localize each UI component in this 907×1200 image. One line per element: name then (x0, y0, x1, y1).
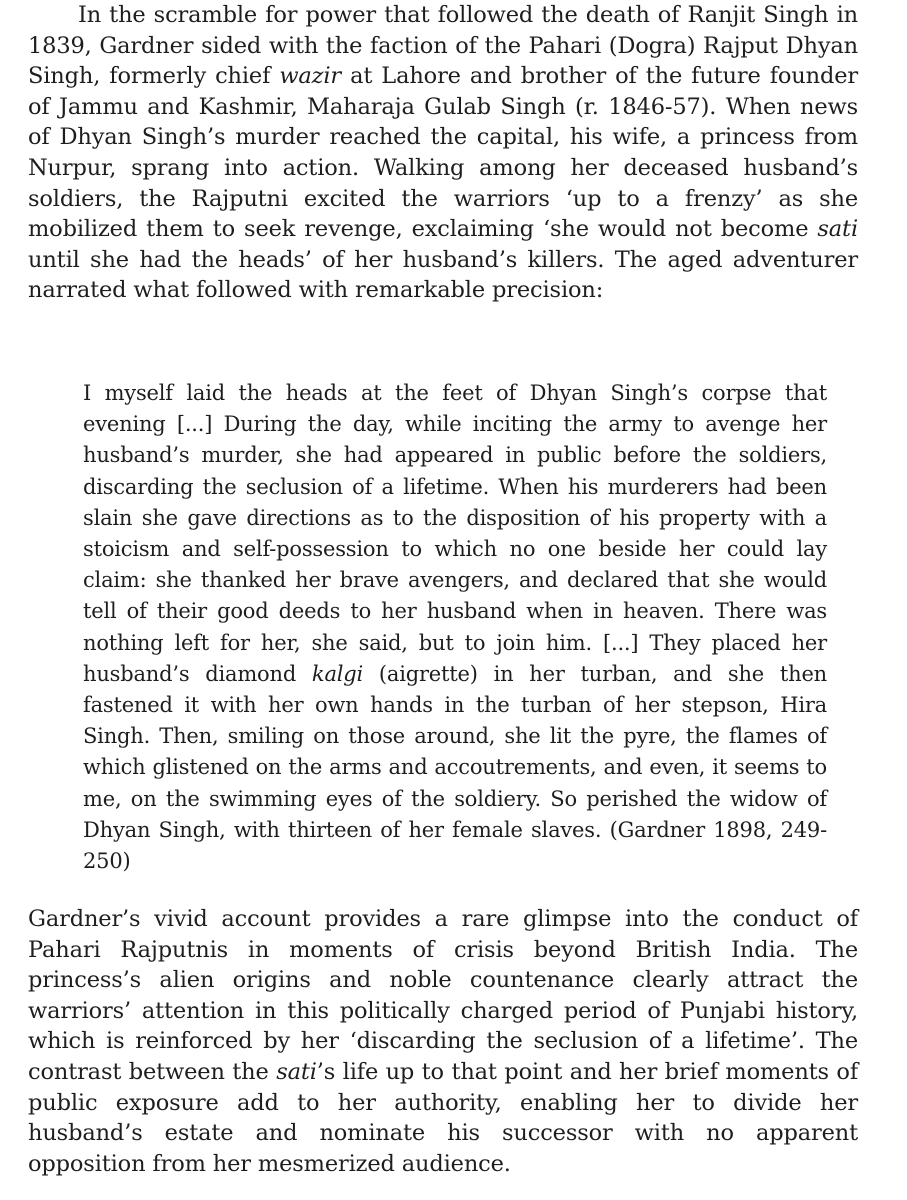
text-run: ’s life up to that point and her brief moments of public exposure add to her authority, enabling her to divide her husband’s estate and nominate his successor with no apparent opposition from her mesmerized audience. (28, 1058, 859, 1177)
text-run: Gardner’s vivid account provides a rare glimpse into the conduct of Pahari Rajputnis in moments of crisis beyond British India. The princess’s alien origins and noble countenance clearly attract the warriors’ attention in this politically charged period of Punjabi history, which is reinforced by her ‘discarding the seclusion of a lifetime’. The contrast between the (28, 906, 858, 1085)
text-run: (aigrette) in her turban, and she then fastened it with her own hands in the turban of her stepson, Hira Singh. Then, smiling on those around, she lit the pyre, the flames of which glistened on the arms and accoutrements, and even, it seems to me, on the swimming eyes of the soldiery. So perished the widow of Dhyan Singh, with thirteen of her female slaves. (Gardner 1898, 249-250) (83, 661, 827, 874)
body-paragraph-2 (28, 904, 858, 1179)
block-quote (83, 378, 827, 877)
italic-term-wazir: wazir (279, 63, 342, 90)
text-run: I myself laid the heads at the feet of Dhyan Singh’s corpse that evening [...] During the day, while inciting the army to avenge her husband’s murder, she had appeared in public before the soldiers, discarding the seclusion of a lifetime. When his murderers had been slain she gave directions as to the disposition of his property with a stoicism and self-possession to which no one beside her could lay claim: she thanked her brave avengers, and declared that she would tell of their good deeds to her husband when in heaven. There was nothing left for her, she said, but to join him. [...] They placed her husband’s diamond (83, 381, 827, 686)
text-run: until she had the heads’ of her husband’s killers. The aged adventurer narrated what followed with remarkable precision: (28, 246, 858, 304)
italic-term-kalgi: kalgi (311, 661, 364, 686)
italic-term-sati: sati (276, 1058, 317, 1085)
italic-term-sati: sati (817, 216, 858, 243)
text-run: In the scramble for power that followed the death of Ranjit Singh in 1839, Gardner sided with the faction of the Pahari (Dogra) Rajput Dhyan Singh, formerly chief (28, 2, 858, 90)
text-run: at Lahore and brother of the future founder of Jammu and Kashmir, Maharaja Gulab Singh (r. 1846-57). When news of Dhyan Singh’s murder reached the capital, his wife, a princess from Nurpur, sprang into action. Walking among her deceased husband’s soldiers, the Rajputni excited the warriors ‘up to a frenzy’ as she mobilized them to seek revenge, exclaiming ‘she would not become (28, 63, 858, 243)
body-paragraph-1 (28, 0, 858, 306)
